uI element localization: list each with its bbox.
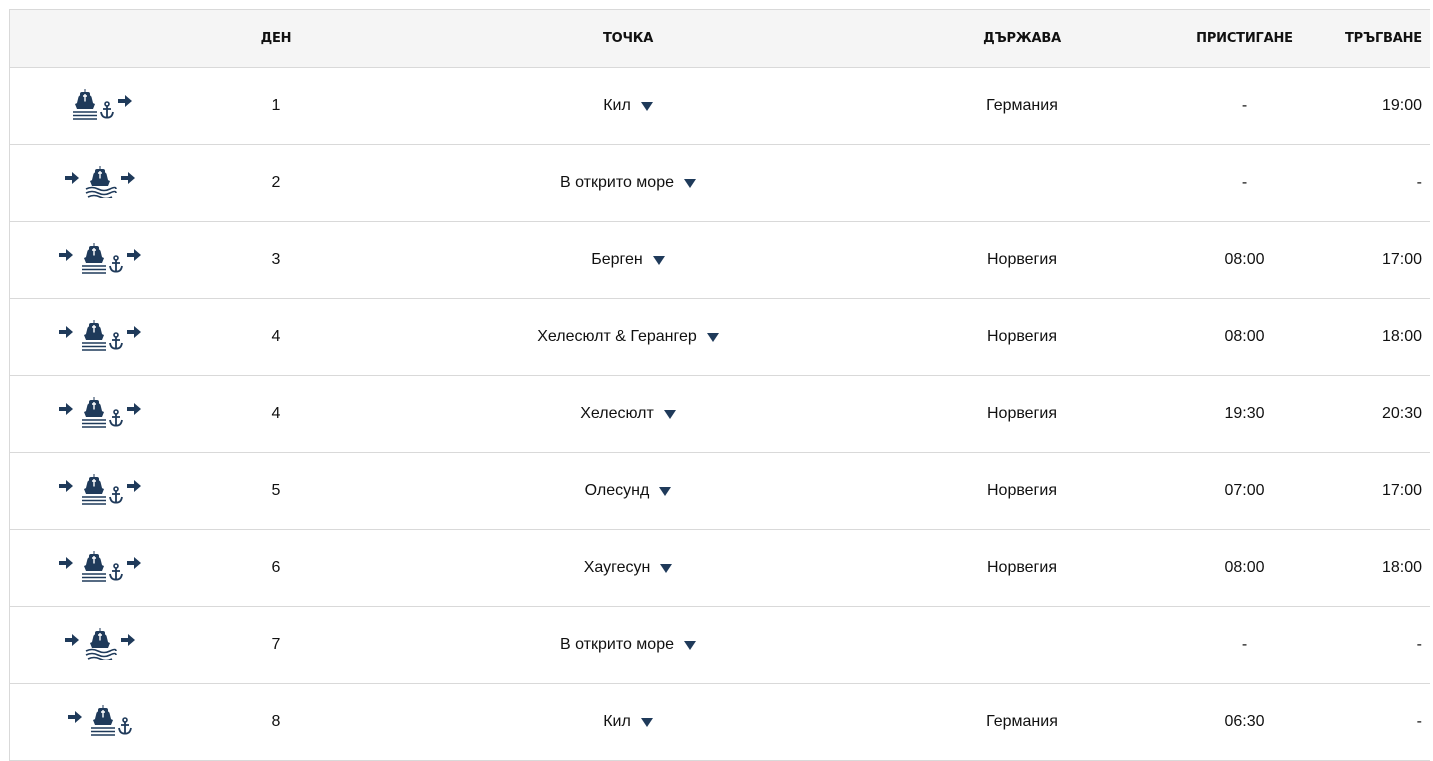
point-name: Хелесюлт (580, 405, 654, 422)
point-dropdown[interactable] (560, 174, 696, 192)
table-row (10, 530, 1430, 607)
arrow-right-icon (59, 472, 73, 497)
departure-cell: - (1416, 636, 1422, 653)
anchor-icon (118, 717, 132, 740)
arrow-right-icon (59, 241, 73, 266)
day-cell: 6 (271, 559, 281, 576)
arrow-right-icon (127, 395, 141, 420)
point-cell (362, 174, 894, 192)
itinerary-table (9, 9, 1430, 761)
arrow-right-icon (59, 318, 73, 343)
caret-down-icon (641, 102, 653, 111)
arrow-right-icon (121, 164, 135, 189)
table-row (10, 607, 1430, 684)
arrival-cell: - (1241, 97, 1248, 114)
point-cell (362, 97, 894, 115)
country-cell: Норвегия (986, 559, 1057, 576)
anchor-icon (109, 409, 123, 432)
arrow-right-icon (59, 395, 73, 420)
point-name: Кил (603, 713, 631, 730)
point-dropdown[interactable] (603, 97, 653, 115)
table-row (10, 684, 1430, 761)
ship-anchor-through-icon (10, 549, 190, 588)
point-dropdown[interactable] (591, 251, 665, 269)
arrival-cell: 08:00 (1224, 559, 1265, 576)
ship-anchor-through-icon (10, 395, 190, 434)
day-cell: 5 (271, 482, 281, 499)
table-row (10, 222, 1430, 299)
table-row (10, 68, 1430, 145)
arrow-right-icon (127, 318, 141, 343)
arrow-right-icon (127, 549, 141, 574)
arrival-cell: 08:00 (1224, 251, 1265, 268)
arrival-cell: 07:00 (1224, 482, 1265, 499)
anchor-icon (109, 563, 123, 586)
arrow-right-icon (65, 626, 79, 651)
arrival-cell: - (1241, 174, 1248, 191)
departure-cell: 19:00 (1381, 97, 1422, 114)
anchor-icon (100, 101, 114, 124)
day-cell: 2 (271, 174, 281, 191)
caret-down-icon (664, 410, 676, 419)
point-dropdown[interactable] (537, 328, 719, 346)
caret-down-icon (653, 256, 665, 265)
country-cell: Норвегия (986, 482, 1057, 499)
ship-icon (77, 395, 111, 434)
point-cell (362, 251, 894, 269)
anchor-icon (109, 332, 123, 355)
caret-down-icon (684, 641, 696, 650)
point-cell (362, 636, 894, 654)
country-cell: Германия (986, 713, 1058, 730)
arrow-right-icon (65, 164, 79, 189)
caret-down-icon (707, 333, 719, 342)
ship-anchor-through-icon (10, 318, 190, 357)
table-row (10, 299, 1430, 376)
point-dropdown[interactable] (603, 713, 653, 731)
ship-sea-icon (10, 626, 190, 665)
arrival-cell: - (1241, 636, 1248, 653)
country-cell: Норвегия (986, 251, 1057, 268)
arrival-cell: 19:30 (1224, 405, 1265, 422)
caret-down-icon (684, 179, 696, 188)
point-name: Кил (603, 97, 631, 114)
country-cell: Норвегия (986, 405, 1057, 422)
point-dropdown[interactable] (560, 636, 696, 654)
point-name: Хелесюлт & Герангер (537, 328, 697, 345)
arrow-right-icon (121, 626, 135, 651)
ship-icon (86, 703, 120, 742)
ship-icon (68, 87, 102, 126)
day-cell: 3 (271, 251, 281, 268)
ship-sea-icon (10, 164, 190, 203)
point-dropdown[interactable] (584, 559, 673, 577)
arrival-cell: 08:00 (1224, 328, 1265, 345)
point-cell (362, 713, 894, 731)
arrow-right-icon (59, 549, 73, 574)
ship-waves-icon (83, 164, 117, 203)
country-cell: Германия (986, 97, 1058, 114)
departure-cell: 20:30 (1381, 405, 1422, 422)
day-cell: 1 (271, 97, 281, 114)
caret-down-icon (659, 487, 671, 496)
ship-icon (77, 241, 111, 280)
arrow-right-icon (68, 703, 82, 728)
ship-icon (77, 318, 111, 357)
ship-icon (77, 549, 111, 588)
table-header (10, 9, 1430, 68)
point-name: Хаугесун (583, 559, 651, 576)
ship-anchor-depart-icon (10, 87, 190, 126)
departure-cell: 17:00 (1381, 482, 1422, 499)
country-cell: Норвегия (986, 328, 1057, 345)
arrow-right-icon (127, 472, 141, 497)
point-name: В открито море (559, 636, 674, 653)
arrow-right-icon (118, 87, 132, 112)
table-row (10, 376, 1430, 453)
ship-anchor-arrive-icon (10, 703, 190, 742)
ship-waves-icon (83, 626, 117, 665)
point-dropdown[interactable] (580, 405, 676, 423)
departure-cell: 18:00 (1381, 328, 1422, 345)
header-point: ТОЧКА (602, 31, 654, 46)
header-day: ДЕН (260, 31, 292, 46)
table-row (10, 145, 1430, 222)
header-arrival: ПРИСТИГАНЕ (1196, 31, 1293, 46)
departure-cell: 17:00 (1381, 251, 1422, 268)
caret-down-icon (660, 564, 672, 573)
header-departure: ТРЪГВАНЕ (1344, 31, 1422, 46)
ship-anchor-through-icon (10, 241, 190, 280)
point-cell (362, 559, 894, 577)
day-cell: 8 (271, 713, 281, 730)
anchor-icon (109, 486, 123, 509)
point-dropdown[interactable] (585, 482, 672, 500)
day-cell: 7 (271, 636, 281, 653)
departure-cell: - (1416, 174, 1422, 191)
day-cell: 4 (271, 328, 281, 345)
point-name: В открито море (559, 174, 674, 191)
caret-down-icon (641, 718, 653, 727)
point-cell (362, 482, 894, 500)
point-name: Олесунд (584, 482, 650, 499)
table-row (10, 453, 1430, 530)
header-country: ДЪРЖАВА (983, 31, 1061, 46)
point-cell (362, 328, 894, 346)
arrow-right-icon (127, 241, 141, 266)
arrival-cell: 06:30 (1224, 713, 1265, 730)
day-cell: 4 (271, 405, 281, 422)
ship-anchor-through-icon (10, 472, 190, 511)
point-cell (362, 405, 894, 423)
anchor-icon (109, 255, 123, 278)
ship-icon (77, 472, 111, 511)
departure-cell: - (1416, 713, 1422, 730)
departure-cell: 18:00 (1381, 559, 1422, 576)
point-name: Берген (591, 251, 643, 268)
